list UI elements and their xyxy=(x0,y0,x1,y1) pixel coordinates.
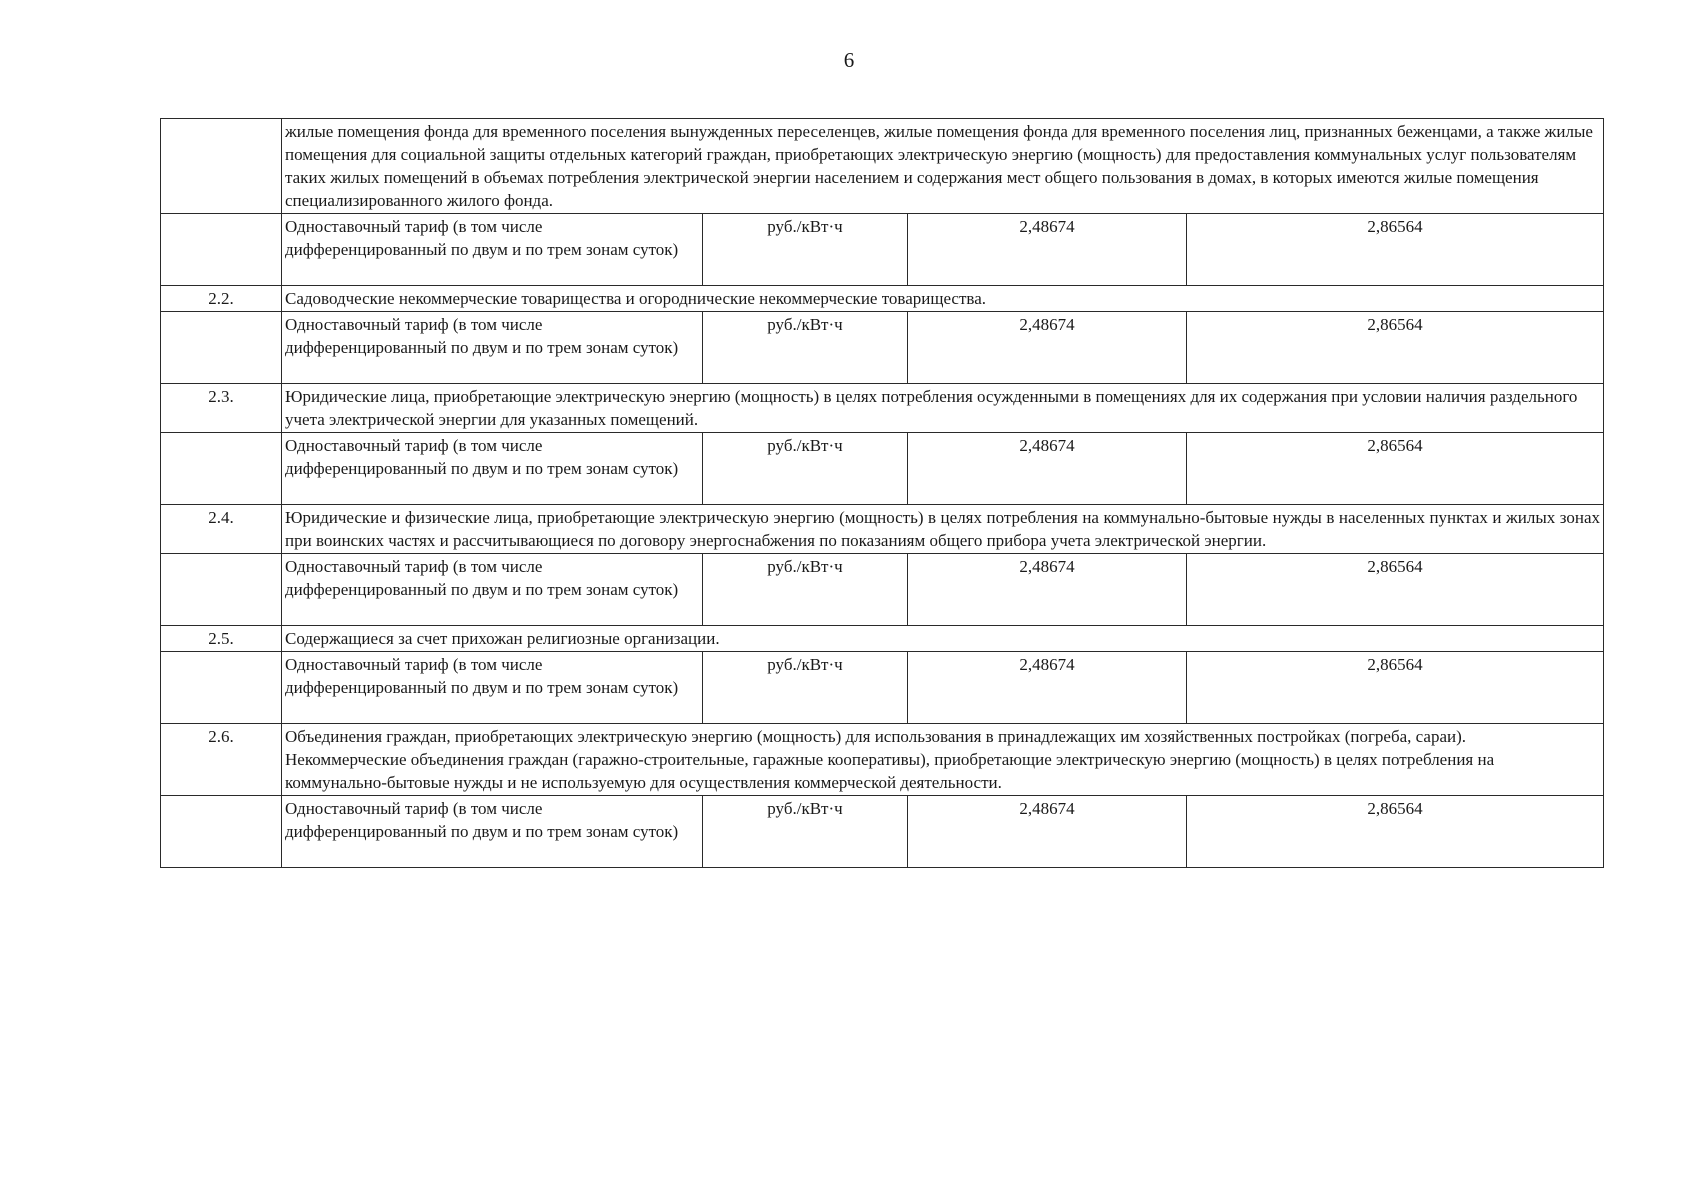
row-number-blank xyxy=(161,554,282,626)
category-description: Юридические лица, приобретающие электрическую энергию (мощность) в целях потребления осужденными в помещениях для их содержания при условии наличия раздельного учета электрической энергии для указанных помещений. xyxy=(282,384,1604,433)
unit-cell: руб./кВт·ч xyxy=(703,312,908,384)
category-row xyxy=(161,119,1604,214)
row-number-blank xyxy=(161,433,282,505)
category-description-paragraph: Некоммерческие объединения граждан (гаражно-строительные, гаражные кооперативы), приобретающие электрическую энергию (мощность) в целях потребления на коммунально-бытовые нужды и не используемую для осуществления коммерческой деятельности. xyxy=(285,750,1495,792)
value-2-cell: 2,86564 xyxy=(1187,554,1604,626)
value-1-cell: 2,48674 xyxy=(908,554,1187,626)
rate-row xyxy=(161,433,1604,505)
value-2-cell: 2,86564 xyxy=(1187,312,1604,384)
unit-cell: руб./кВт·ч xyxy=(703,554,908,626)
rate-label: Одноставочный тариф (в том числе дифференцированный по двум и по трем зонам суток) xyxy=(282,433,703,505)
value-2-cell: 2,86564 xyxy=(1187,433,1604,505)
value-2-cell: 2,86564 xyxy=(1187,652,1604,724)
value-1-cell: 2,48674 xyxy=(908,312,1187,384)
value-1-cell: 2,48674 xyxy=(908,652,1187,724)
value-1-cell: 2,48674 xyxy=(908,214,1187,286)
row-number-blank xyxy=(161,312,282,384)
rate-label: Одноставочный тариф (в том числе дифференцированный по двум и по трем зонам суток) xyxy=(282,796,703,868)
rate-label: Одноставочный тариф (в том числе дифференцированный по двум и по трем зонам суток) xyxy=(282,214,703,286)
rate-row xyxy=(161,214,1604,286)
row-number-blank xyxy=(161,214,282,286)
row-number: 2.5. xyxy=(161,626,282,652)
rate-row xyxy=(161,652,1604,724)
unit-cell: руб./кВт·ч xyxy=(703,796,908,868)
rate-row xyxy=(161,796,1604,868)
value-2-cell: 2,86564 xyxy=(1187,796,1604,868)
category-description xyxy=(282,724,1604,796)
category-row xyxy=(161,384,1604,433)
rate-row xyxy=(161,312,1604,384)
row-number: 2.4. xyxy=(161,505,282,554)
category-description: жилые помещения фонда для временного поселения вынужденных переселенцев, жилые помещения фонда для временного поселения лиц, признанных беженцами, а также жилые помещения для социальной защиты отдельных категорий граждан, приобретающих электрическую энергию (мощность) для предоставления коммунальных услуг пользователям таких жилых помещений в объемах потребления электрической энергии населением и содержания мест общего пользования в домах, в которых имеются жилые помещения специализированного жилого фонда. xyxy=(282,119,1604,214)
category-description: Содержащиеся за счет прихожан религиозные организации. xyxy=(282,626,1604,652)
value-1-cell: 2,48674 xyxy=(908,433,1187,505)
unit-cell: руб./кВт·ч xyxy=(703,214,908,286)
rate-label: Одноставочный тариф (в том числе дифференцированный по двум и по трем зонам суток) xyxy=(282,312,703,384)
rate-label: Одноставочный тариф (в том числе дифференцированный по двум и по трем зонам суток) xyxy=(282,554,703,626)
row-number: 2.2. xyxy=(161,286,282,312)
row-number: 2.3. xyxy=(161,384,282,433)
tariff-table xyxy=(160,118,1604,868)
category-description: Юридические и физические лица, приобретающие электрическую энергию (мощность) в целях потребления на коммунально-бытовые нужды в населенных пунктах и жилых зонах при воинских частях и рассчитывающиеся по договору энергоснабжения по показаниям общего прибора учета электрической энергии. xyxy=(282,505,1604,554)
row-number: 2.6. xyxy=(161,724,282,796)
category-row xyxy=(161,505,1604,554)
row-number-blank xyxy=(161,796,282,868)
category-row xyxy=(161,626,1604,652)
page-number: 6 xyxy=(843,48,855,72)
value-1-cell: 2,48674 xyxy=(908,796,1187,868)
unit-cell: руб./кВт·ч xyxy=(703,652,908,724)
row-number xyxy=(161,119,282,214)
value-2-cell: 2,86564 xyxy=(1187,214,1604,286)
row-number-blank xyxy=(161,652,282,724)
rate-row xyxy=(161,554,1604,626)
category-description-paragraph: Объединения граждан, приобретающих электрическую энергию (мощность) для использования в принадлежащих им хозяйственных постройках (погреба, сараи). xyxy=(285,727,1467,746)
category-row xyxy=(161,286,1604,312)
unit-cell: руб./кВт·ч xyxy=(703,433,908,505)
category-row xyxy=(161,724,1604,796)
rate-label: Одноставочный тариф (в том числе дифференцированный по двум и по трем зонам суток) xyxy=(282,652,703,724)
category-description: Садоводческие некоммерческие товарищества и огороднические некоммерческие товарищества. xyxy=(282,286,1604,312)
